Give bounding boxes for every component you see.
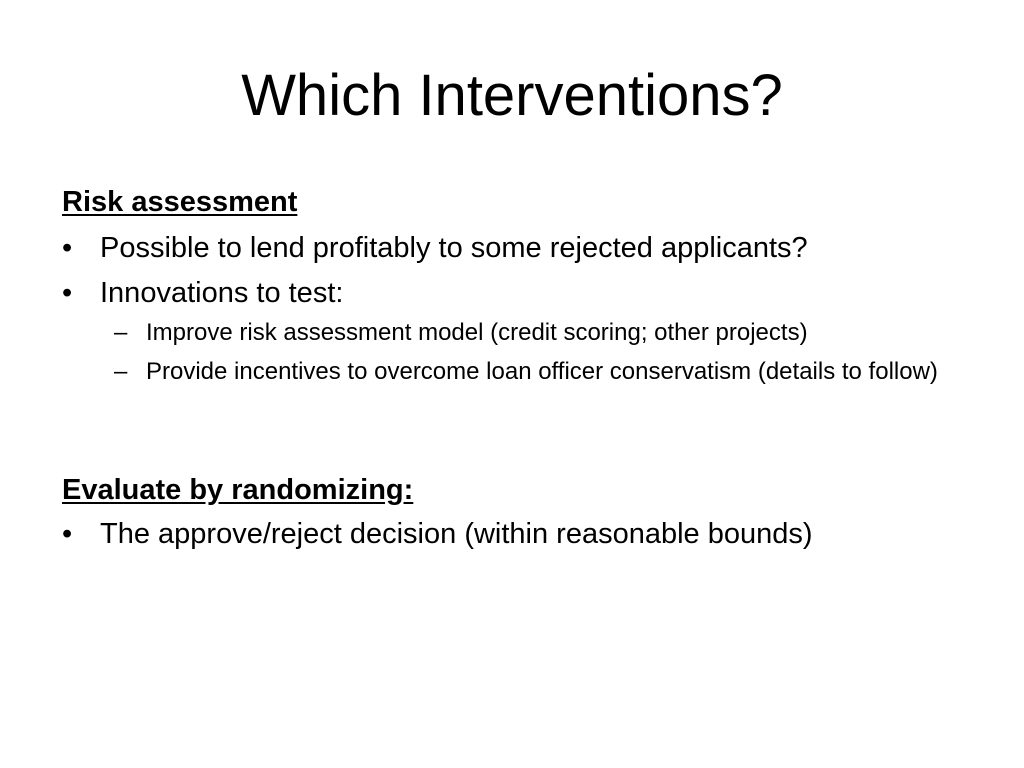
sub-bullet-text: Provide incentives to overcome loan officer conservatism (details to follow)	[146, 358, 938, 385]
bullet-marker: •	[62, 277, 73, 309]
section-heading-evaluate-by-randomizing: Evaluate by randomizing:	[62, 474, 414, 506]
bullet-text: Possible to lend profitably to some rejected applicants?	[100, 232, 808, 264]
bullet-text: Innovations to test:	[100, 277, 344, 309]
bullet-marker: •	[62, 232, 73, 264]
slide-title: Which Interventions?	[241, 63, 783, 128]
sub-bullet-marker: –	[114, 319, 128, 346]
sub-bullet-marker: –	[114, 358, 128, 385]
sub-bullet-text: Improve risk assessment model (credit scoring; other projects)	[146, 319, 808, 346]
section-heading-risk-assessment: Risk assessment	[62, 186, 298, 218]
bullet-text: The approve/reject decision (within reasonable bounds)	[100, 518, 813, 550]
bullet-marker: •	[62, 518, 73, 550]
